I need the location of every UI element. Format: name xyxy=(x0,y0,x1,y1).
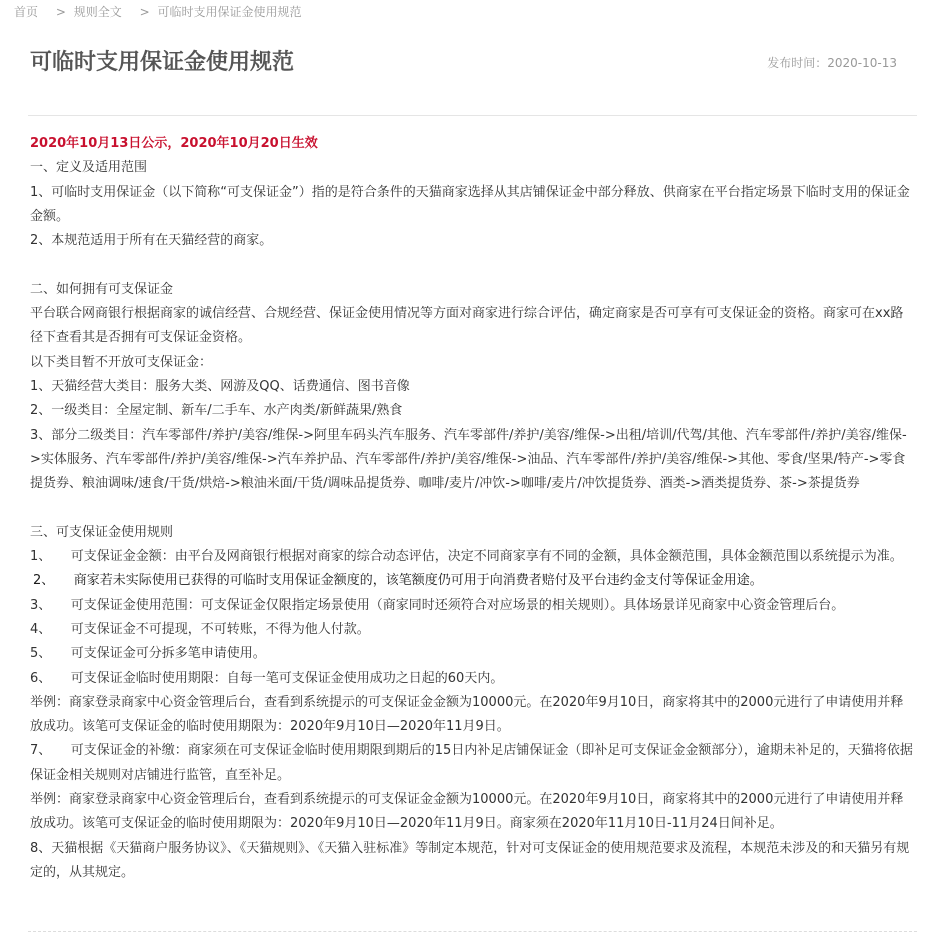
example-paragraph: 举例：商家登录商家中心资金管理后台，查看到系统提示的可支保证金金额为10000元。在2020年9月10日，商家将其中的2000元进行了申请使用并释放成功。该笔可支保证金的临时使用期限为：2020年9月10日—2020年11月9日。 xyxy=(30,694,904,735)
paragraph: 3、部分二级类目：汽车零部件/养护/美容/维保->阿里车码头汽车服务、汽车零部件/养护/美容/维保->出租/培训/代驾/其他、汽车零部件/养护/美容/维保->实体服务、汽车零部件/养护/美容/维保->汽车养护品、汽车零部件/养护/美容/维保->油品、汽车零部件/养护/美容/维保->其他、零食/坚果/特产->零食提货券、粮油调味/速食/干货/烘焙->粮油米面/干货/调味品提货券、咖啡/麦片/冲饮->咖啡/麦片/冲饮提货券、酒类->酒类提货券、茶->茶提货券 xyxy=(30,427,907,492)
rule-item: 2、 商家若未实际使用已获得的可临时支用保证金额度的，该笔额度仍可用于向消费者赔付及平台违约金支付等保证金用途。 xyxy=(33,573,763,589)
section-heading: 二、如何拥有可支保证金 xyxy=(30,281,174,297)
breadcrumb xyxy=(14,2,301,22)
breadcrumb-rules-link[interactable]: 规则全文 xyxy=(73,5,122,19)
title-divider xyxy=(28,115,917,116)
breadcrumb-current: 可临时支用保证金使用规范 xyxy=(157,5,302,19)
paragraph: 1、可临时支用保证金（以下简称“可支保证金”）指的是符合条件的天猫商家选择从其店铺保证金中部分释放、供商家在平台指定场景下临时支用的保证金金额。 xyxy=(30,184,910,224)
paragraph: 8、天猫根据《天猫商户服务协议》、《天猫规则》、《天猫入驻标准》等制定本规范，针对可支保证金的使用规范要求及流程，本规范未涉及的和天猫另有规定的，从其规定。 xyxy=(30,840,910,880)
rule-item: 1、 可支保证金金额：由平台及网商银行根据对商家的综合动态评估，决定不同商家享有不同的金额，具体金额范围，具体金额范围以系统提示为准。 xyxy=(30,549,903,565)
section-heading: 三、可支保证金使用规则 xyxy=(30,524,174,540)
paragraph: 1、天猫经营大类目：服务大类、网游及QQ、话费通信、图书音像 xyxy=(30,378,410,394)
rule-item: 5、 可支保证金可分拆多笔申请使用。 xyxy=(30,646,266,662)
section-heading: 一、定义及适用范围 xyxy=(30,160,148,176)
breadcrumb-home-link[interactable]: 首页 xyxy=(14,5,39,19)
page-title: 可临时支用保证金使用规范 xyxy=(30,49,295,75)
paragraph: 2、本规范适用于所有在天猫经营的商家。 xyxy=(30,233,273,249)
rule-item: 6、 可支保证金临时使用期限：自每一笔可支保证金使用成功之日起的60天内。 xyxy=(30,670,504,686)
bottom-divider xyxy=(28,931,917,932)
paragraph: 以下类目暂不开放可支保证金： xyxy=(30,354,213,370)
rule-item: 7、 可支保证金的补缴：商家须在可支保证金临时使用期限到期后的15日内补足店铺保证金（即补足可支保证金金额部分），逾期未补足的，天猫将依据保证金相关规则对店铺进行监管，直至补足。 xyxy=(30,743,913,783)
blank-line xyxy=(30,496,914,520)
blank-line xyxy=(30,253,914,277)
example-paragraph: 举例：商家登录商家中心资金管理后台，查看到系统提示的可支保证金金额为10000元。在2020年9月10日，商家将其中的2000元进行了申请使用并释放成功。该笔可支保证金的临时使用期限为：2020年9月10日—2020年11月9日。商家须在2020年11月10日-11月24日间补足。 xyxy=(30,792,904,832)
rule-item: 4、 可支保证金不可提现，不可转账，不得为他人付款。 xyxy=(30,621,370,637)
paragraph: 平台联合网商银行根据商家的诚信经营、合规经营、保证金使用情况等方面对商家进行综合评估，确定商家是否可享有可支保证金的资格。商家可在xx路径下查看其是否拥有可支保证金资格。 xyxy=(30,306,904,346)
breadcrumb-separator: > xyxy=(55,5,66,19)
paragraph: 2、一级类目：全屋定制、新车/二手车、水产肉类/新鲜蔬果/熟食 xyxy=(30,403,403,419)
effective-notice: 2020年10月13日公示，2020年10月20日生效 xyxy=(30,136,318,151)
breadcrumb-separator: > xyxy=(139,5,150,19)
publish-date: 发布时间：2020-10-13 xyxy=(767,56,897,70)
rule-item: 3、 可支保证金使用范围：可支保证金仅限指定场景使用（商家同时还须符合对应场景的相关规则）。具体场景详见商家中心资金管理后台。 xyxy=(30,597,845,613)
article-body xyxy=(30,132,914,885)
